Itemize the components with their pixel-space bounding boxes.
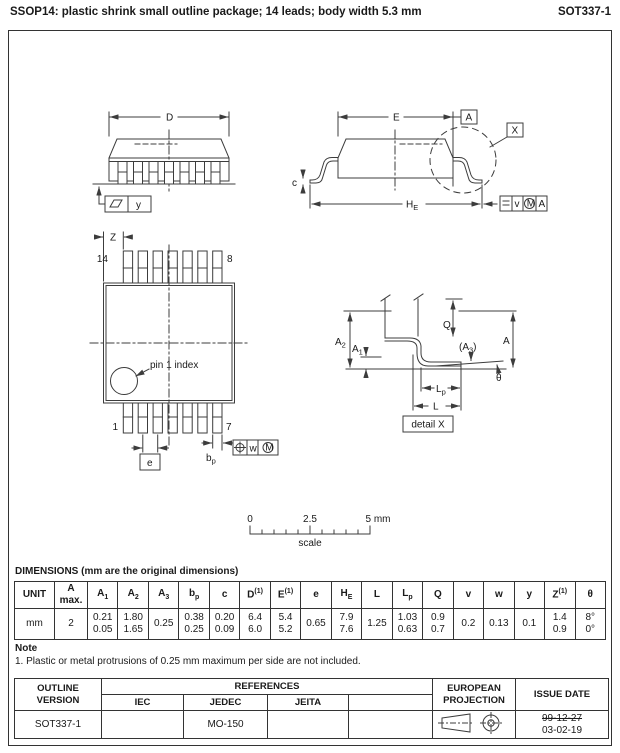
y-datum-label: y	[136, 200, 141, 211]
dim-value-cell: 0.20 0.09	[209, 609, 239, 640]
dim-col-header: $A_2$	[118, 582, 148, 609]
fcf-a-label: A	[538, 199, 546, 210]
issue-date-value	[516, 711, 609, 739]
datum-a-label: A	[465, 112, 473, 124]
dimensions-table	[14, 581, 606, 640]
scale-mid-label: 2.5	[303, 514, 317, 525]
dim-col-header: $A_3$	[148, 582, 178, 609]
dim-a2-label: $A_2$	[335, 337, 346, 350]
dim-value-cell: 1.80 1.65	[118, 609, 148, 640]
dim-col-header: e	[301, 582, 331, 609]
dim-z-label: Z	[110, 232, 117, 244]
tolerance-frame-bottom	[233, 440, 278, 455]
outline-version-header: OUTLINE VERSION	[15, 679, 102, 711]
dim-q-label: Q	[443, 320, 451, 331]
note-item: 1. Plastic or metal protrusions of 0.25 mm maximum per side are not included.	[15, 656, 361, 667]
fcf-m2-label: M	[265, 442, 274, 454]
dim-value-cell: 0.1	[514, 609, 544, 640]
dim-value-cell: 2	[55, 609, 88, 640]
detail-x-caption: detail X	[411, 419, 445, 431]
dim-col-header: $A_1$	[88, 582, 118, 609]
position-symbol-icon	[235, 442, 246, 453]
dim-col-header: A max.	[55, 582, 88, 609]
footer-table	[14, 678, 609, 739]
pin1-label: 1	[112, 422, 118, 433]
dim-e-label: E	[393, 112, 400, 124]
dim-col-header: $D^{(1)}$	[240, 582, 270, 609]
dim-value-cell: 1.03 0.63	[392, 609, 422, 640]
scale-bar	[247, 514, 390, 549]
dim-l-label: L	[433, 401, 439, 413]
pin14-label: 14	[96, 254, 108, 265]
detail-x-circle	[430, 127, 496, 193]
dim-col-header: y	[514, 582, 544, 609]
references-header: REFERENCES	[102, 679, 433, 695]
dim-he-label: $H_E$	[406, 199, 419, 212]
outline-version-value: SOT337-1	[15, 711, 102, 739]
issue-date-header: ISSUE DATE	[516, 679, 609, 711]
jeita-value	[268, 711, 349, 739]
page-title: SSOP14: plastic shrink small outline package; 14 leads; body width 5.3 mm	[10, 6, 422, 18]
dim-col-header: Q	[423, 582, 453, 609]
dim-a-label: A	[503, 336, 510, 347]
dim-value-cell: 0.65	[301, 609, 331, 640]
dim-theta-label: θ	[496, 373, 502, 384]
dim-value-cell: 1.4 0.9	[545, 609, 575, 640]
pin8-label: 8	[227, 254, 233, 265]
dim-col-header: $Z^{(1)}$	[545, 582, 575, 609]
ref-col-iec: IEC	[102, 695, 184, 711]
detail-x-view	[335, 294, 516, 432]
scale-max-label: 5 mm	[365, 514, 391, 525]
dim-col-header: UNIT	[15, 582, 55, 609]
pin7-label: 7	[226, 422, 232, 433]
dim-col-header: $b_p$	[179, 582, 209, 609]
dim-col-header: $H_E$	[331, 582, 361, 609]
jedec-value: MO-150	[184, 711, 268, 739]
dim-col-header: $E^{(1)}$	[270, 582, 300, 609]
dim-col-header: $L_p$	[392, 582, 422, 609]
dim-bp-label: $b_p$	[206, 453, 216, 466]
dim-value-cell: 0.25	[148, 609, 178, 640]
dim-a3-label: $(A_3)$	[459, 342, 477, 355]
dim-value-cell: 5.4 5.2	[270, 609, 300, 640]
dim-value-cell: 0.9 0.7	[423, 609, 453, 640]
dim-value-cell: 0.2	[453, 609, 483, 640]
fcf-m-label: M	[526, 198, 536, 210]
dim-value-cell: 7.9 7.6	[331, 609, 361, 640]
top-pin-row	[123, 251, 222, 283]
dim-col-header: L	[362, 582, 392, 609]
dim-value-cell: mm	[15, 609, 55, 640]
dimensions-title: DIMENSIONS (mm are the original dimensions)	[15, 566, 239, 577]
dim-lp-label: $L_p$	[436, 384, 446, 397]
flatness-symbol-icon	[110, 200, 122, 207]
iec-value	[102, 711, 184, 739]
y-datum-frame	[105, 196, 151, 212]
equals-symbol-icon	[503, 201, 509, 205]
doc-code: SOT337-1	[557, 6, 611, 18]
dim-c-label: c	[292, 178, 297, 189]
pin1-index-mark	[111, 368, 138, 395]
dim-e-pitch-label: e	[147, 458, 153, 469]
dim-col-header: w	[484, 582, 514, 609]
dim-value-cell: 0.38 0.25	[179, 609, 209, 640]
bottom-pin-row	[123, 403, 222, 433]
dim-value-cell: 6.4 6.0	[240, 609, 270, 640]
fcf-v-label: v	[514, 199, 520, 210]
dim-col-header: θ	[575, 582, 606, 609]
ref-col-extra	[349, 695, 433, 711]
scale-caption: scale	[298, 538, 322, 549]
dim-d-label: D	[166, 112, 174, 124]
pin1-index-label: pin 1 index	[150, 360, 199, 371]
extra-ref-value	[349, 711, 433, 739]
issue-date-old: 99-12-27	[541, 712, 583, 724]
dim-value-cell: 0.21 0.05	[88, 609, 118, 640]
scale-0-label: 0	[247, 514, 253, 525]
first-angle-projection-icon	[438, 711, 510, 735]
dim-col-header: c	[209, 582, 239, 609]
european-projection-header: EUROPEAN PROJECTION	[433, 679, 516, 711]
dim-value-cell: 8° 0°	[575, 609, 606, 640]
side-view-leads	[118, 162, 220, 185]
ref-col-jedec: JEDEC	[184, 695, 268, 711]
fcf-w-label: w	[249, 443, 257, 455]
front-side-view	[292, 110, 547, 212]
dim-col-header: v	[453, 582, 483, 609]
dim-a1-label: $A_1$	[352, 344, 363, 357]
pin-layout-view	[90, 232, 278, 470]
detail-x-ref-label: X	[511, 125, 519, 137]
dim-value-cell: 1.25	[362, 609, 392, 640]
dim-value-cell: 0.13	[484, 609, 514, 640]
ref-col-jeita: JEITA	[268, 695, 349, 711]
issue-date-new: 03-02-19	[541, 724, 583, 736]
top-side-view	[93, 112, 235, 212]
projection-symbol-cell	[433, 711, 516, 739]
note-heading: Note	[15, 643, 38, 654]
tolerance-frame-side	[500, 196, 547, 211]
